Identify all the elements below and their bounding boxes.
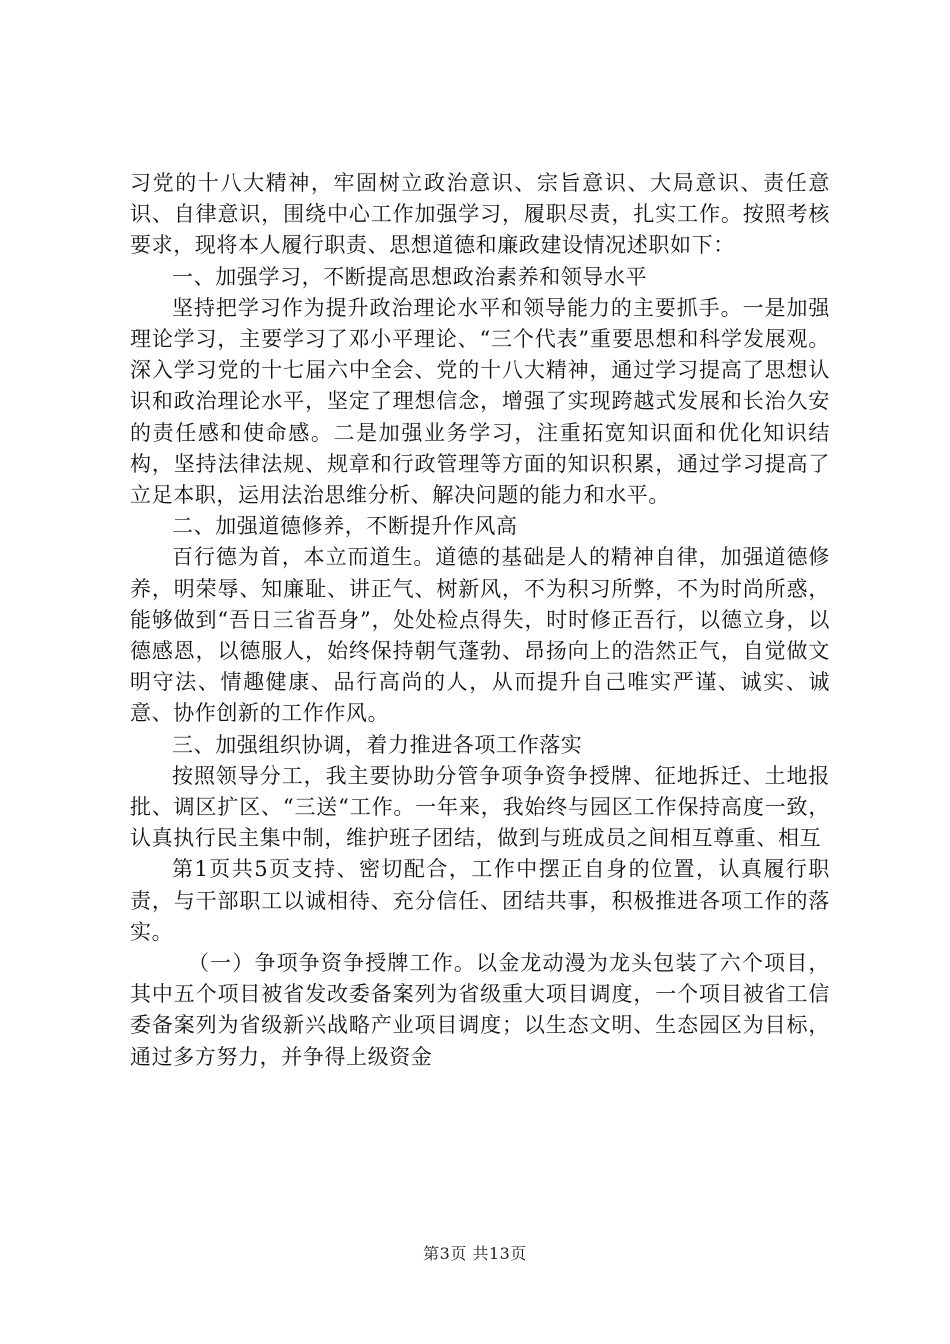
section-3-paragraph: 按照领导分工，我主要协助分管争项争资争授牌、征地拆迁、土地报批、调区扩区、“三送“工作。一年来，我始终与园区工作保持高度一致，认真执行民主集中制，维护班子团结，做到与班成员之间相互尊重、相互 bbox=[130, 763, 830, 851]
intro-paragraph: 习党的十八大精神，牢固树立政治意识、宗旨意识、大局意识、责任意识、自律意识，围绕中心工作加强学习，履职尽责，扎实工作。按照考核要求，现将本人履行职责、思想道德和廉政建设情况述职如下： bbox=[130, 171, 830, 258]
section-heading-3: 三、加强组织协调，着力推进各项工作落实 bbox=[172, 732, 583, 757]
page-footer: 第3页 共13页 bbox=[423, 1244, 527, 1263]
section-heading-1: 一、加强学习，不断提高思想政治素养和领导水平 bbox=[172, 264, 648, 289]
section-2-paragraph: 百行德为首，本立而道生。道德的基础是人的精神自律，加强道德修养，明荣辱、知廉耻、讲正气、树新风，不为积习所弊，不为时尚所惑，能够做到“吾日三省吾身”，处处检点得失，时时修正吾行，以德立身，以德感恩，以德服人，始终保持朝气蓬勃、昂扬向上的浩然正气，自觉做文明守法、情趣健康、品行高尚的人，从而提升自己唯实严谨、诚实、诚意、协作创新的工作作风。 bbox=[130, 545, 830, 726]
section-heading-2: 二、加强道德修养，不断提升作风高 bbox=[172, 514, 518, 539]
document-body bbox=[130, 168, 830, 1073]
section-1-paragraph: 坚持把学习作为提升政治理论水平和领导能力的主要抓手。一是加强理论学习，主要学习了邓小平理论、“三个代表”重要思想和科学发展观。深入学习党的十七届六中全会、党的十八大精神，通过学习提高了思想认识和政治理论水平，坚定了理想信念，增强了实现跨越式发展和长治久安的责任感和使命感。二是加强业务学习，注重拓宽知识面和优化知识结构，坚持法律法规、规章和行政管理等方面的知识积累，通过学习提高了立足本职，运用法治思维分析、解决问题的能力和水平。 bbox=[130, 295, 830, 508]
section-3-continued-paragraph: 第1页共5页支持、密切配合，工作中摆正自身的位置，认真履行职责，与干部职工以诚相待、充分信任、团结共事，积极推进各项工作的落实。 bbox=[130, 857, 830, 944]
subsection-1-paragraph: （一）争项争资争授牌工作。以金龙动漫为龙头包装了六个项目，其中五个项目被省发改委备案列为省级重大项目调度，一个项目被省工信委备案列为省级新兴战略产业项目调度；以生态文明、生态园区为目标，通过多方努力，并争得上级资金 bbox=[130, 951, 830, 1069]
